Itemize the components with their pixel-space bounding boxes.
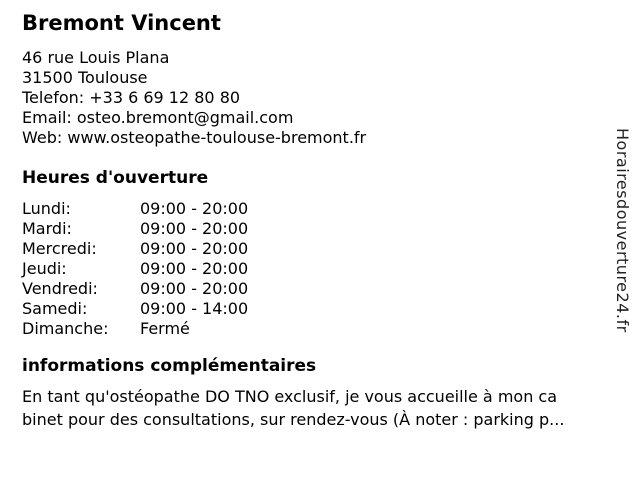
- address-line-2: 31500 Toulouse: [22, 68, 148, 87]
- time-value: 09:00 - 20:00: [140, 239, 249, 258]
- additional-info-text: [22, 385, 610, 431]
- hours-heading: Heures d'ouverture: [22, 168, 209, 188]
- email-value: osteo.bremont@gmail.com: [76, 108, 294, 127]
- hours-row-sunday: [22, 319, 610, 339]
- time-value: 09:00 - 20:00: [140, 219, 249, 238]
- web-value: www.osteopathe-toulouse-bremont.fr: [67, 128, 367, 147]
- web-line: [22, 128, 610, 148]
- time-value: 09:00 - 14:00: [140, 299, 249, 318]
- hours-row-friday: [22, 279, 610, 299]
- day-label: Jeudi:: [22, 259, 67, 278]
- time-value: 09:00 - 20:00: [140, 259, 249, 278]
- email-line: [22, 108, 610, 128]
- day-label: Vendredi:: [22, 279, 98, 298]
- address-line-1: 46 rue Louis Plana: [22, 48, 170, 67]
- day-label: Samedi:: [22, 299, 88, 318]
- hours-row-tuesday: [22, 219, 610, 239]
- hours-row-monday: [22, 199, 610, 219]
- email-label: Email:: [22, 108, 72, 127]
- day-label: Dimanche:: [22, 319, 109, 338]
- hours-row-saturday: [22, 299, 610, 319]
- hours-row-wednesday: [22, 239, 610, 259]
- contact-block: [22, 48, 610, 148]
- phone-label: Telefon:: [22, 88, 85, 107]
- phone-line: [22, 88, 610, 108]
- hours-row-thursday: [22, 259, 610, 279]
- info-text-line-1: En tant qu'ostéopathe DO TNO exclusif, je vous accueille à mon ca: [22, 387, 558, 406]
- opening-hours-table: [22, 199, 610, 339]
- web-label: Web:: [22, 128, 63, 147]
- info-text-line-2: binet pour des consultations, sur rendez-vous (À noter : parking p...: [22, 410, 565, 429]
- time-value: 09:00 - 20:00: [140, 199, 249, 218]
- page-title: Bremont Vincent: [22, 11, 221, 35]
- day-label: Mardi:: [22, 219, 72, 238]
- time-value: Fermé: [140, 319, 190, 338]
- day-label: Mercredi:: [22, 239, 97, 258]
- additional-info-heading: informations complémentaires: [22, 356, 317, 376]
- day-label: Lundi:: [22, 199, 71, 218]
- vertical-site-branding: Horairesdouverture24.fr: [613, 128, 632, 333]
- time-value: 09:00 - 20:00: [140, 279, 249, 298]
- phone-value: +33 6 69 12 80 80: [89, 88, 241, 107]
